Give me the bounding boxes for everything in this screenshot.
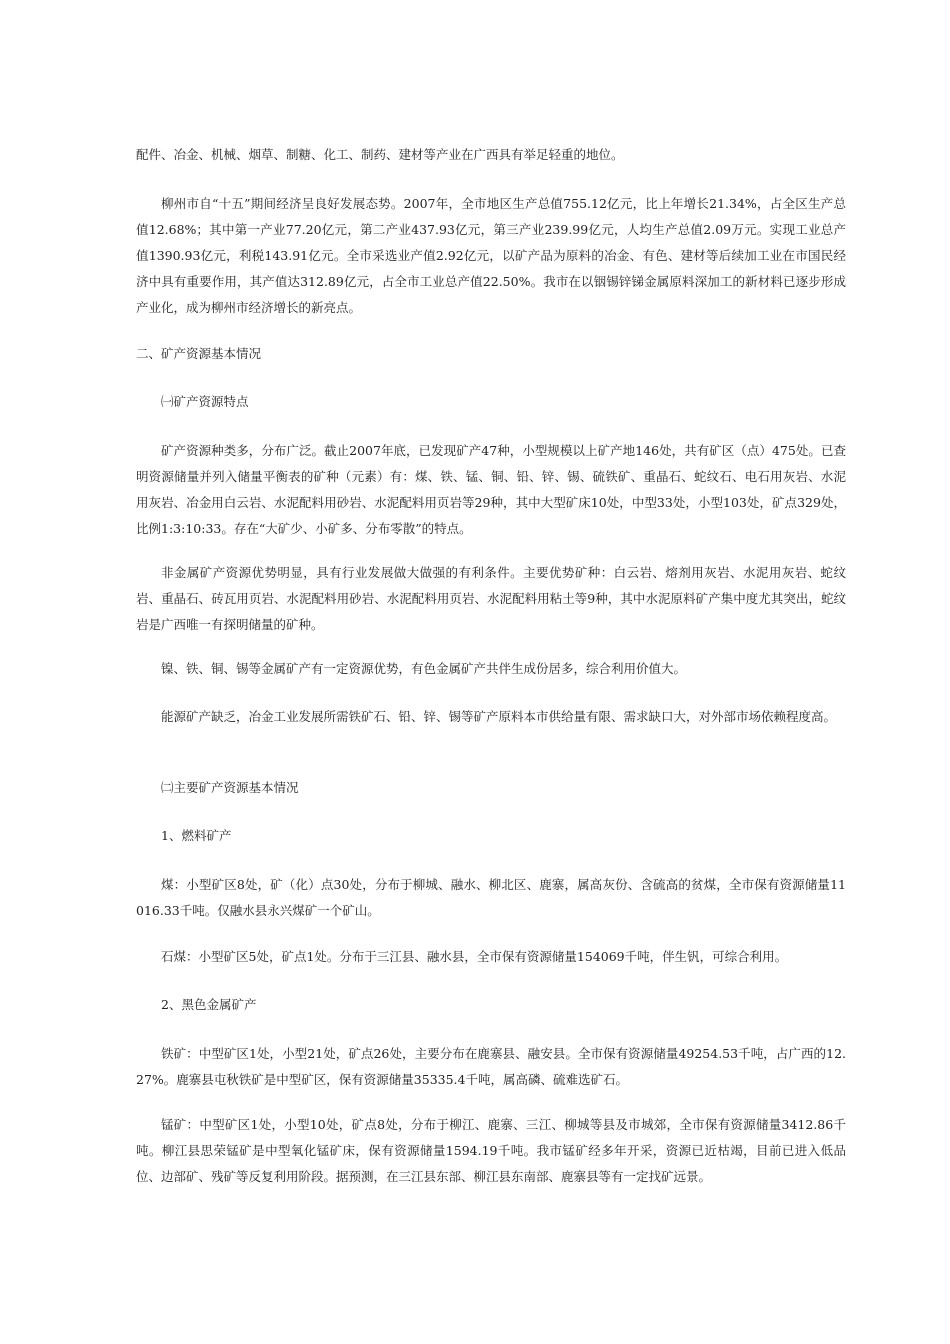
paragraph-iron-ore: 铁矿：中型矿区1处，小型21处，矿点26处，主要分布在鹿寨县、融安县。全市保有资源储量49254.53千吨，占广西的12.27%。鹿寨县屯秋铁矿是中型矿区，保有资源储量35335.4千吨，属高磷、硫难选矿石。 bbox=[136, 1046, 846, 1087]
subheading-resource-characteristics: ㈠矿产资源特点 bbox=[161, 394, 249, 409]
paragraph-stone-coal: 石煤：小型矿区5处，矿点1处。分布于三江县、融水县，全市保有资源储量154069千吨，伴生钒，可综合利用。 bbox=[161, 949, 788, 964]
paragraph-metal-advantage: 镍、铁、铜、锡等金属矿产有一定资源优势，有色金属矿产共伴生成份居多，综合利用价值大。 bbox=[161, 661, 687, 676]
section-heading-mineral-resources: 二、矿产资源基本情况 bbox=[136, 346, 262, 361]
subheading-fuel-minerals: 1、燃料矿产 bbox=[161, 828, 232, 843]
subheading-main-resources: ㈡主要矿产资源基本情况 bbox=[161, 780, 299, 795]
paragraph-economy: 柳州市自“十五”期间经济呈良好发展态势。2007年，全市地区生产总值755.12亿元，比上年增长21.34%，占全区生产总值12.68%；其中第一产业77.20亿元，第二产业437.93亿元，第三产业239.99亿元，人均生产总值2.09万元。实现工业总产值1390.93亿元，利税143.91亿元。全市采选业产值2.92亿元，以矿产品为原料的冶金、有色、建材等后续加工业在市国民经济中具有重要作用，其产值达312.89亿元，占全市工业总产值22.50%。我市在以铟锡锌锑金属原料深加工的新材料已逐步形成产业化，成为柳州市经济增长的新亮点。 bbox=[136, 196, 846, 315]
paragraph-energy-shortage: 能源矿产缺乏，冶金工业发展所需铁矿石、铅、锌、锡等矿产原料本市供给量有限、需求缺口大，对外部市场依赖程度高。 bbox=[161, 709, 837, 724]
paragraph-industry-tail: 配件、冶金、机械、烟草、制糖、化工、制药、建材等产业在广西具有举足轻重的地位。 bbox=[136, 147, 624, 162]
paragraph-coal: 煤：小型矿区8处，矿（化）点30处，分布于柳城、融水、柳北区、鹿寨，属高灰份、含硫高的贫煤，全市保有资源储量11016.33千吨。仅融水县永兴煤矿一个矿山。 bbox=[136, 877, 846, 918]
paragraph-manganese-ore: 锰矿：中型矿区1处，小型10处，矿点8处，分布于柳江、鹿寨、三江、柳城等县及市城郊，全市保有资源储量3412.86千吨。柳江县思荣锰矿是中型氧化锰矿床，保有资源储量1594.19千吨。我市锰矿经多年开采，资源已近枯竭，目前已进入低品位、边部矿、残矿等反复利用阶段。据预测，在三江县东部、柳江县东南部、鹿寨县等有一定找矿远景。 bbox=[136, 1117, 846, 1184]
paragraph-nonmetal-advantage: 非金属矿产资源优势明显，具有行业发展做大做强的有利条件。主要优势矿种：白云岩、熔剂用灰岩、水泥用灰岩、蛇纹岩、重晶石、砖瓦用页岩、水泥配料用砂岩、水泥配料用页岩、水泥配料用粘土等9种，其中水泥原料矿产集中度尤其突出，蛇纹岩是广西唯一有探明储量的矿种。 bbox=[136, 565, 846, 632]
subheading-ferrous-metals: 2、黑色金属矿产 bbox=[161, 997, 257, 1012]
paragraph-resource-types: 矿产资源种类多，分布广泛。截止2007年底，已发现矿产47种，小型规模以上矿产地146处，共有矿区（点）475处。已查明资源储量并列入储量平衡表的矿种（元素）有：煤、铁、锰、铜、铅、锌、锡、硫铁矿、重晶石、蛇纹石、电石用灰岩、水泥用灰岩、冶金用白云岩、水泥配料用砂岩、水泥配料用页岩等29种，其中大型矿床10处，中型33处，小型103处，矿点329处，比例1:3:10:33。存在“大矿少、小矿多、分布零散”的特点。 bbox=[136, 443, 846, 536]
